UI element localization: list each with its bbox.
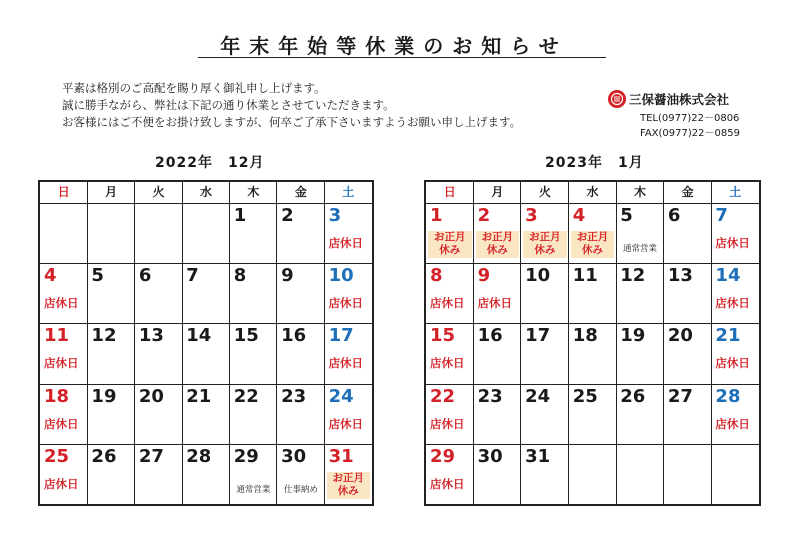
day-number: 23 [477,385,503,407]
weekday-header: 火 [538,185,551,199]
new-year-holiday-label: 休み [581,244,603,256]
weekday-header: 木 [247,185,260,199]
day-number: 21 [186,385,212,407]
new-year-holiday-label: 休み [439,244,461,256]
day-number: 25 [44,445,70,467]
day-number: 5 [620,205,633,226]
contact-info [640,112,740,141]
new-year-holiday-label: 休み [337,484,359,497]
day-number: 3 [525,205,538,226]
day-number: 14 [715,265,741,287]
new-year-holiday-badge [523,231,567,258]
weekday-header: 土 [342,185,355,199]
day-cell [231,264,276,322]
day-cell [712,324,758,382]
day-cell [183,264,228,322]
day-number: 3 [328,205,342,226]
new-year-holiday-label: お正月 [576,231,609,243]
day-cell [522,264,568,322]
day-cell [475,385,521,443]
day-cell [326,324,371,382]
day-cell [88,324,133,382]
day-cell [231,204,276,262]
company-block [608,90,729,108]
day-number: 11 [44,325,70,347]
day-cell [136,204,181,262]
day-cell [427,385,473,443]
closed-day-label: 店休日 [430,416,465,431]
closed-day-label: 店休日 [44,416,79,431]
day-number: 25 [572,385,598,407]
day-cell [570,445,616,503]
closed-day-label: 店休日 [715,356,750,371]
day-number: 30 [281,445,307,467]
weekday-header: 火 [152,185,165,199]
day-number: 10 [525,265,551,287]
day-cell [665,445,711,503]
closed-day-label: 店休日 [715,296,750,311]
day-cell [183,204,228,262]
day-cell [427,324,473,382]
day-cell [88,445,133,503]
day-cell [522,324,568,382]
day-cell [231,385,276,443]
day-number: 9 [477,265,491,287]
day-number: 16 [281,325,307,347]
day-cell [427,445,473,503]
day-number: 8 [430,265,443,287]
day-cell [617,324,663,382]
day-number: 9 [281,265,294,287]
day-number: 21 [715,325,741,347]
day-number: 26 [620,385,646,407]
day-number: 31 [328,445,354,467]
closed-day-label: 店休日 [328,356,364,371]
day-cell [41,445,86,503]
day-number: 17 [328,325,354,347]
day-cell [712,445,758,503]
closed-day-label: 店休日 [328,296,364,311]
closed-day-label: 店休日 [44,476,79,491]
day-number: 7 [715,205,728,226]
calendar-label-jan-2023: 2023年 1月 [545,155,644,171]
day-number: 28 [186,445,212,467]
title-underline [198,57,606,58]
day-cell [522,385,568,443]
day-number: 1 [430,205,443,226]
day-cell [326,445,371,503]
day-number: 10 [328,265,354,287]
day-cell [88,264,133,322]
calendar-jan-2023 [424,180,761,506]
day-number: 19 [91,385,117,407]
weekday-header: 金 [294,185,307,199]
day-number: 24 [525,385,551,407]
weekday-header: 日 [443,185,456,199]
new-year-holiday-badge [571,231,615,258]
weekday-header: 日 [57,185,70,199]
fax-number: FAX(0977)22－0859 [640,127,740,139]
company-name: 三保醤油株式会社 [629,92,730,107]
calendar-label-dec-2022: 2022年 12月 [155,155,265,171]
day-number: 27 [138,445,164,467]
day-cell [136,324,181,382]
day-cell [570,204,616,262]
day-number: 15 [233,325,259,347]
day-cell [665,204,711,262]
day-cell [475,264,521,322]
day-cell [326,385,371,443]
day-number: 11 [572,265,598,287]
day-cell [570,385,616,443]
weekday-header: 水 [586,185,599,199]
day-cell [570,324,616,382]
day-number: 18 [572,325,598,347]
day-cell [88,385,133,443]
day-cell [665,264,711,322]
day-number: 29 [430,445,456,467]
day-cell [231,324,276,382]
day-number: 12 [91,325,117,347]
calendar-dec-2022 [38,180,374,506]
closed-day-label: 店休日 [430,476,465,491]
day-number: 8 [233,265,247,287]
day-cell [570,264,616,322]
closed-day-label: 店休日 [477,296,513,311]
day-cell [712,264,758,322]
company-logo-icon [608,90,626,108]
day-cell [88,204,133,262]
new-year-holiday-label: お正月 [434,231,466,243]
business-note: 通常営業 [623,244,658,254]
day-number: 20 [667,325,693,347]
greeting-text [62,80,521,131]
new-year-holiday-label: お正月 [529,231,561,243]
weekday-header: 土 [729,185,742,199]
day-number: 6 [667,205,681,226]
new-year-holiday-label: お正月 [332,471,365,484]
day-cell [183,445,228,503]
day-cell [41,324,86,382]
day-cell [183,324,228,382]
new-year-holiday-label: 休み [534,244,556,256]
day-number: 20 [138,385,164,407]
day-number: 26 [91,445,117,467]
day-cell [231,445,276,503]
weekday-header: 水 [199,185,212,199]
day-number: 23 [281,385,307,407]
day-number: 12 [620,265,646,287]
greeting-line: 誠に勝手ながら、弊社は下記の通り休業とさせていただきます。 [62,98,395,112]
day-cell [136,264,181,322]
day-number: 22 [430,385,456,407]
day-cell [427,204,473,262]
day-number: 16 [477,325,503,347]
day-cell [278,324,323,382]
closed-day-label: 店休日 [715,236,750,250]
day-number: 13 [138,325,164,347]
business-note: 通常営業 [236,484,271,495]
day-number: 4 [44,265,57,287]
day-number: 14 [186,325,212,347]
day-number: 27 [667,385,693,407]
day-number: 2 [477,205,491,226]
business-note: 仕事納め [283,484,318,495]
day-cell [326,264,371,322]
new-year-holiday-label: 休み [486,244,508,256]
day-cell [41,264,86,322]
day-number: 7 [186,265,199,287]
closed-day-label: 店休日 [328,416,364,431]
day-cell [617,264,663,322]
day-number: 15 [430,325,456,347]
page-title: 年末年始等休業のお知らせ [220,34,568,58]
day-number: 17 [525,325,551,347]
day-cell [427,264,473,322]
closed-day-label: 店休日 [430,356,465,371]
day-number: 13 [667,265,693,287]
weekday-header: 月 [105,185,118,199]
day-number: 31 [525,445,551,467]
day-cell [136,445,181,503]
day-number: 2 [281,205,294,226]
day-cell [617,385,663,443]
day-number: 6 [138,265,152,287]
day-cell [522,204,568,262]
greeting-line: お客様にはご不便をお掛け致しますが、何卒ご了承下さいますようお願い申し上げます。 [62,115,522,129]
day-number: 5 [91,265,104,287]
day-cell [475,445,521,503]
closed-day-label: 店休日 [430,296,465,311]
day-cell [617,445,663,503]
greeting-line: 平素は格別のご高配を賜り厚く御礼申し上げます。 [62,81,326,95]
day-cell [278,204,323,262]
new-year-holiday-badge [428,231,472,258]
day-cell [41,204,86,262]
day-cell [712,204,758,262]
day-cell [278,445,323,503]
day-number: 29 [233,445,259,467]
day-number: 28 [715,385,741,407]
day-number: 18 [44,385,70,407]
weekday-header: 金 [681,185,694,199]
new-year-holiday-badge [327,472,370,499]
closed-day-label: 店休日 [44,296,79,311]
day-number: 30 [477,445,503,467]
new-year-holiday-label: お正月 [481,231,514,243]
day-cell [136,385,181,443]
day-cell [617,204,663,262]
day-number: 1 [233,205,247,226]
day-number: 24 [328,385,354,407]
day-number: 19 [620,325,646,347]
weekday-header: 月 [491,185,504,199]
day-cell [522,445,568,503]
day-cell [712,385,758,443]
day-number: 4 [572,205,586,226]
day-cell [41,385,86,443]
day-cell [326,204,371,262]
closed-day-label: 店休日 [715,416,750,431]
phone-number: TEL(0977)22－0806 [640,113,740,124]
day-cell [475,324,521,382]
day-cell [665,324,711,382]
weekday-header: 木 [634,185,647,199]
day-cell [278,264,323,322]
day-cell [475,204,521,262]
day-cell [183,385,228,443]
day-number: 22 [233,385,259,407]
day-cell [665,385,711,443]
day-cell [278,385,323,443]
new-year-holiday-badge [476,231,520,258]
closed-day-label: 店休日 [328,236,364,250]
closed-day-label: 店休日 [44,356,79,371]
